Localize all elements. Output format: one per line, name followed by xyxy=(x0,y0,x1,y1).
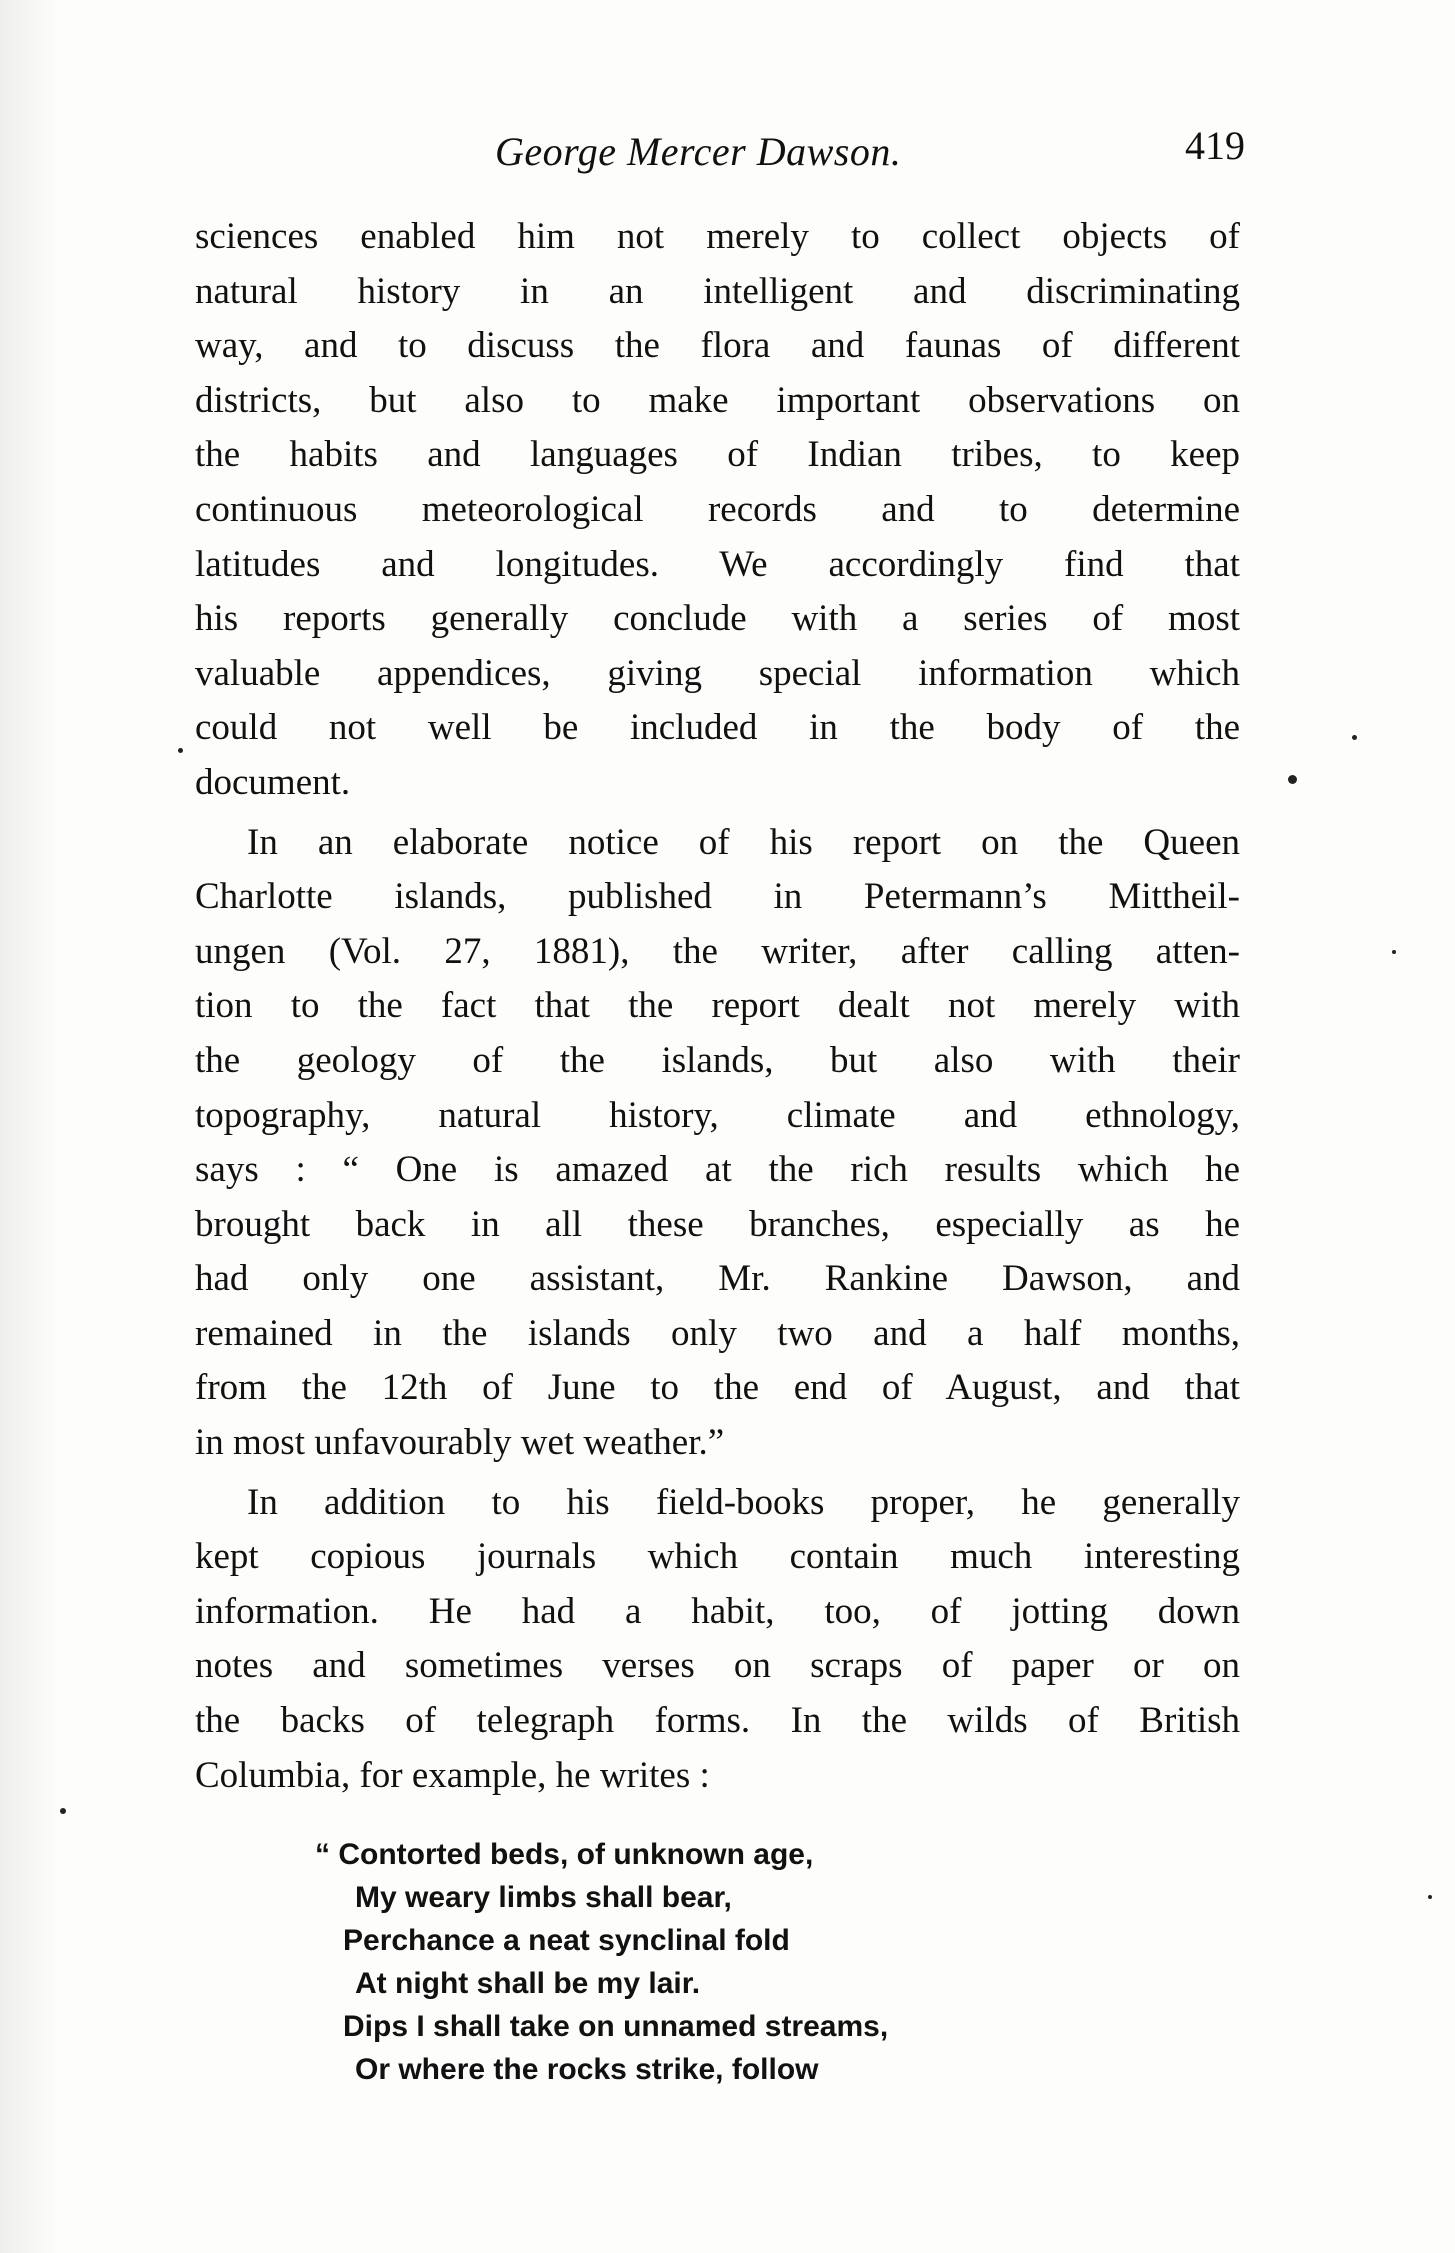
body-text xyxy=(195,210,1240,1803)
text-line: natural history in an intelligent and discriminating xyxy=(195,270,1240,312)
print-speck xyxy=(60,1808,66,1814)
page-header xyxy=(195,123,1245,188)
text-line: from the 12th of June to the end of August, and that xyxy=(195,1367,1240,1409)
verse-line: Perchance a neat synclinal fold xyxy=(343,1924,790,1957)
text-line: remained in the islands only two and a half months, xyxy=(195,1312,1240,1354)
text-line: document. xyxy=(195,761,351,803)
text-line: In addition to his field-books proper, he generally xyxy=(247,1481,1240,1523)
text-line: valuable appendices, giving special information which xyxy=(195,652,1240,694)
verse-line: At night shall be my lair. xyxy=(355,1967,701,2000)
page-number: 419 xyxy=(1185,123,1245,168)
paragraph-1 xyxy=(195,210,1240,811)
text-line: says : “ One is amazed at the rich results which he xyxy=(195,1149,1240,1191)
text-line: the backs of telegraph forms. In the wilds of British xyxy=(195,1700,1240,1742)
paragraph-2 xyxy=(195,816,1240,1471)
text-line: information. He had a habit, too, of jotting down xyxy=(195,1590,1240,1632)
text-line: Charlotte islands, published in Petermann’s Mittheil- xyxy=(195,876,1240,918)
print-speck xyxy=(1392,950,1396,954)
text-line: tion to the fact that the report dealt not merely with xyxy=(195,985,1240,1027)
text-line: In an elaborate notice of his report on the Queen xyxy=(247,821,1240,863)
print-speck xyxy=(1352,735,1357,740)
text-line: brought back in all these branches, especially as he xyxy=(195,1203,1240,1245)
text-line: his reports generally conclude with a series of most xyxy=(195,598,1240,640)
verse-line: “ Contorted beds, of unknown age, xyxy=(315,1838,814,1871)
print-speck xyxy=(1428,1895,1432,1899)
print-speck xyxy=(178,748,183,753)
text-line: way, and to discuss the flora and faunas of different xyxy=(195,325,1240,367)
text-line: in most unfavourably wet weather.” xyxy=(195,1422,725,1464)
text-line: the geology of the islands, but also with their xyxy=(195,1039,1240,1081)
verse-line: Dips I shall take on unnamed streams, xyxy=(343,2010,889,2043)
paragraph-3 xyxy=(195,1476,1240,1804)
text-line: the habits and languages of Indian tribes, to keep xyxy=(195,434,1240,476)
text-line: kept copious journals which contain much interesting xyxy=(195,1536,1240,1578)
verse-line: My weary limbs shall bear, xyxy=(355,1881,732,1914)
text-line: districts, but also to make important observations on xyxy=(195,379,1240,421)
text-line: Columbia, for example, he writes : xyxy=(195,1754,710,1796)
page-edge-shadow xyxy=(0,0,60,2253)
text-line: sciences enabled him not merely to collect objects of xyxy=(195,216,1240,257)
text-line: notes and sometimes verses on scraps of paper or on xyxy=(195,1645,1240,1687)
verse-quotation xyxy=(315,1833,1035,2091)
text-line: continuous meteorological records and to determine xyxy=(195,488,1240,530)
text-line: ungen (Vol. 27, 1881), the writer, after calling atten- xyxy=(195,930,1240,972)
text-line: latitudes and longitudes. We accordingly find that xyxy=(195,543,1240,585)
print-speck xyxy=(1288,775,1297,784)
running-head: George Mercer Dawson. xyxy=(495,129,902,174)
text-line: could not well be included in the body of the xyxy=(195,707,1240,749)
verse-line: Or where the rocks strike, follow xyxy=(355,2053,819,2086)
text-line: had only one assistant, Mr. Rankine Dawson, and xyxy=(195,1258,1240,1300)
text-line: topography, natural history, climate and ethnology, xyxy=(195,1094,1240,1136)
